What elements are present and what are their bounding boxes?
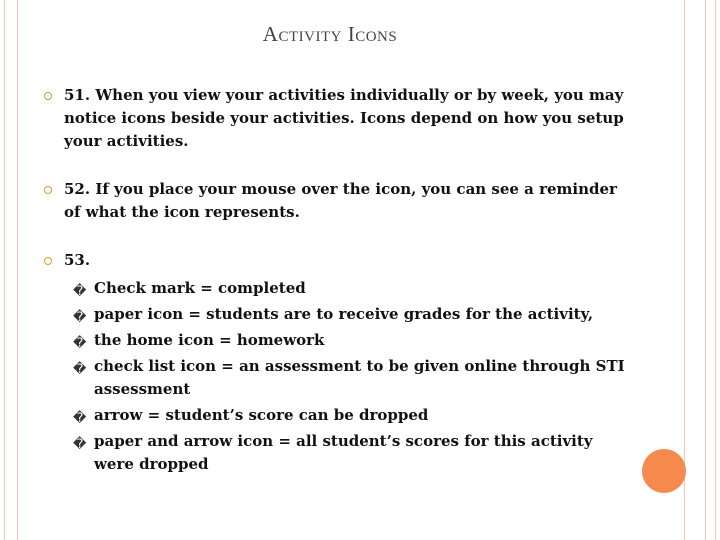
sub-list-item — [72, 430, 632, 476]
sub-list-item-text: check list icon = an assessment to be given online through STI assessment — [94, 357, 625, 398]
left-border-decoration — [4, 0, 18, 540]
missing-glyph-bullet-icon: � — [73, 284, 87, 299]
sub-list-item — [72, 329, 632, 352]
sub-list-item — [72, 303, 632, 326]
list-item-text: 53. — [64, 251, 91, 269]
bullet-ring-icon — [44, 257, 52, 265]
sub-list-item-text: Check mark = completed — [94, 279, 306, 297]
sub-list-item — [72, 277, 632, 300]
sub-list-item-text: paper and arrow icon = all student’s scores for this activity were dropped — [94, 432, 593, 473]
missing-glyph-bullet-icon: � — [73, 310, 87, 325]
right-border-inner-line — [705, 0, 707, 540]
list-item-text: 52. If you place your mouse over the icon, you can see a reminder of what the icon represents. — [64, 180, 617, 221]
missing-glyph-bullet-icon: � — [73, 411, 87, 426]
sub-list-item-text: the home icon = homework — [94, 331, 325, 349]
bullet-ring-icon — [44, 186, 52, 194]
bullet-ring-icon — [44, 92, 52, 100]
list-item — [42, 249, 632, 476]
right-border-decoration — [684, 0, 716, 540]
slide-title: Activity Icons — [262, 22, 398, 46]
list-item-text: 51. When you view your activities individually or by week, you may notice icons beside your activities. Icons depend on how you setup your activities. — [64, 86, 624, 150]
missing-glyph-bullet-icon: � — [73, 336, 87, 351]
slide-content — [42, 84, 632, 479]
sub-list-item-text: arrow = student’s score can be dropped — [94, 406, 429, 424]
sub-list-item-text: paper icon = students are to receive grades for the activity, — [94, 305, 594, 323]
missing-glyph-bullet-icon: � — [73, 362, 87, 377]
missing-glyph-bullet-icon: � — [73, 437, 87, 452]
list-item — [42, 178, 632, 224]
sub-list-item — [72, 404, 632, 427]
list-item — [42, 84, 632, 153]
sub-list — [72, 277, 632, 476]
orange-circle-decoration — [642, 449, 686, 493]
sub-list-item — [72, 355, 632, 401]
